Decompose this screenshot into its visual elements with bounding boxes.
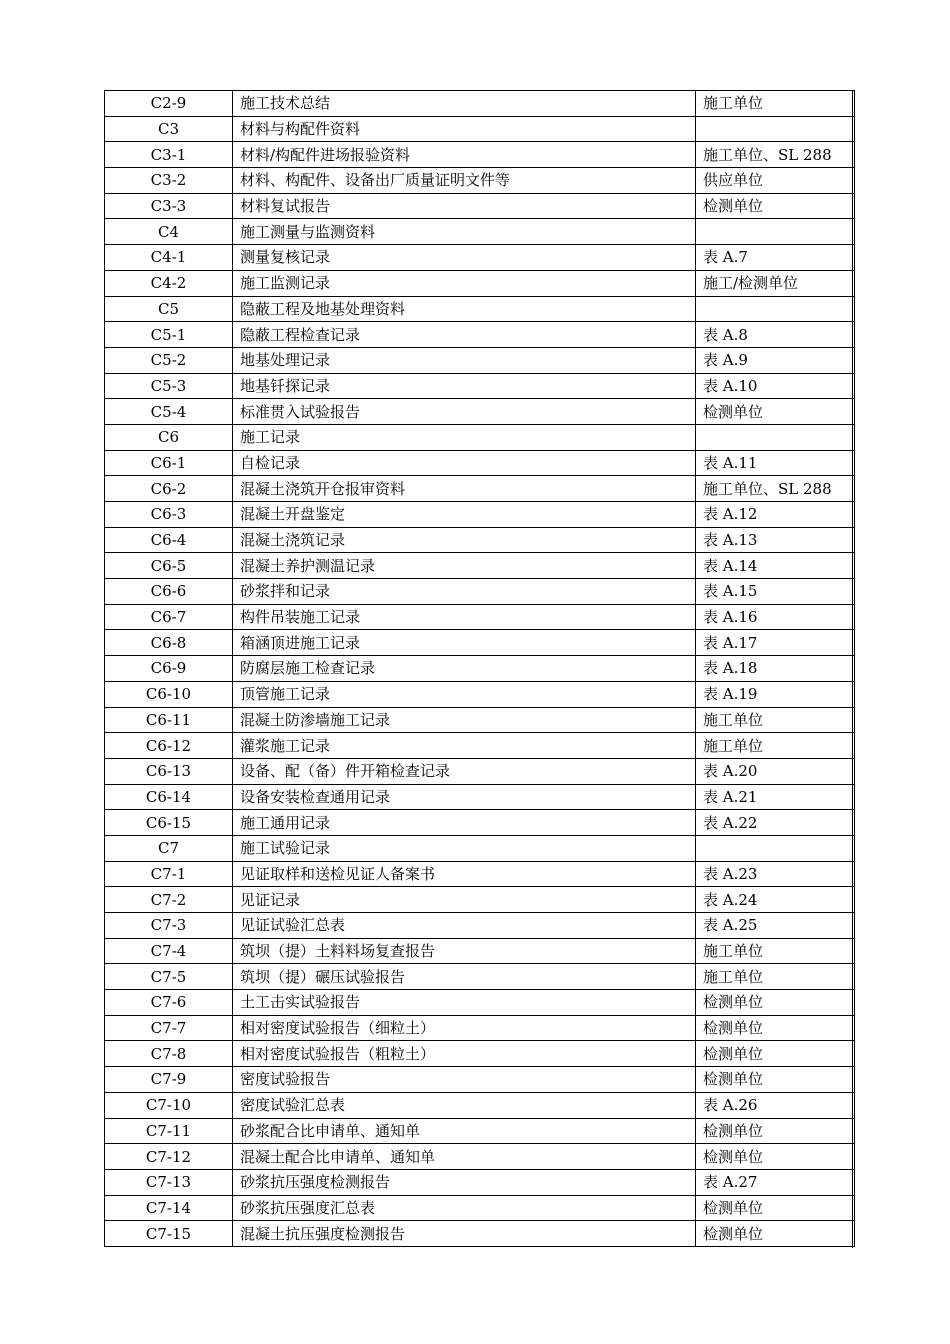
name-cell: 材料/构配件进场报验资料: [233, 142, 696, 168]
code-cell: C6-4: [105, 527, 233, 553]
name-cell: 灌浆施工记录: [233, 733, 696, 759]
note-cell: 表 A.20: [696, 758, 855, 784]
note-cell: 表 A.9: [696, 347, 855, 373]
name-cell: 施工试验记录: [233, 835, 696, 861]
note-cell: 施工单位、SL 288: [696, 476, 855, 502]
note-cell: 表 A.11: [696, 450, 855, 476]
table-row: [105, 219, 855, 245]
code-cell: C6-3: [105, 502, 233, 528]
name-cell: 混凝土开盘鉴定: [233, 502, 696, 528]
name-cell: 砂浆抗压强度汇总表: [233, 1195, 696, 1221]
name-cell: 施工记录: [233, 424, 696, 450]
note-cell: 表 A.15: [696, 579, 855, 605]
code-cell: C7-9: [105, 1067, 233, 1093]
name-cell: 混凝土养护测温记录: [233, 553, 696, 579]
table-row: [105, 938, 855, 964]
note-cell: 施工单位: [696, 964, 855, 990]
name-cell: 地基钎探记录: [233, 373, 696, 399]
table-row: [105, 193, 855, 219]
table-row: [105, 245, 855, 271]
table-row: [105, 424, 855, 450]
code-cell: C5-3: [105, 373, 233, 399]
name-cell: 砂浆拌和记录: [233, 579, 696, 605]
table-row: [105, 373, 855, 399]
note-cell: 供应单位: [696, 168, 855, 194]
table-row: [105, 1221, 855, 1247]
code-cell: C7-4: [105, 938, 233, 964]
name-cell: 施工技术总结: [233, 91, 696, 117]
code-cell: C6: [105, 424, 233, 450]
code-cell: C7-6: [105, 990, 233, 1016]
table-row: [105, 835, 855, 861]
name-cell: 混凝土配合比申请单、通知单: [233, 1144, 696, 1170]
table-row: [105, 861, 855, 887]
code-cell: C6-1: [105, 450, 233, 476]
name-cell: 自检记录: [233, 450, 696, 476]
name-cell: 箱涵顶进施工记录: [233, 630, 696, 656]
name-cell: 土工击实试验报告: [233, 990, 696, 1016]
table-row: [105, 322, 855, 348]
name-cell: 混凝土浇筑记录: [233, 527, 696, 553]
name-cell: 设备安装检查通用记录: [233, 784, 696, 810]
name-cell: 筑坝（提）土料料场复查报告: [233, 938, 696, 964]
table-row: [105, 527, 855, 553]
table-row: [105, 1041, 855, 1067]
name-cell: 标准贯入试验报告: [233, 399, 696, 425]
table-row: [105, 964, 855, 990]
note-cell: [696, 424, 855, 450]
code-cell: C6-12: [105, 733, 233, 759]
table-row: [105, 270, 855, 296]
note-cell: 施工单位: [696, 938, 855, 964]
note-cell: 施工单位: [696, 91, 855, 117]
table-row: [105, 784, 855, 810]
name-cell: 隐蔽工程及地基处理资料: [233, 296, 696, 322]
table-row: [105, 1144, 855, 1170]
code-cell: C6-11: [105, 707, 233, 733]
note-cell: 检测单位: [696, 1118, 855, 1144]
name-cell: 施工测量与监测资料: [233, 219, 696, 245]
code-cell: C6-10: [105, 681, 233, 707]
note-cell: 表 A.18: [696, 656, 855, 682]
name-cell: 材料、构配件、设备出厂质量证明文件等: [233, 168, 696, 194]
code-cell: C3-1: [105, 142, 233, 168]
note-cell: 表 A.22: [696, 810, 855, 836]
note-cell: 表 A.21: [696, 784, 855, 810]
table-row: [105, 91, 855, 117]
note-cell: 表 A.24: [696, 887, 855, 913]
name-cell: 隐蔽工程检查记录: [233, 322, 696, 348]
code-cell: C6-15: [105, 810, 233, 836]
code-cell: C7-11: [105, 1118, 233, 1144]
code-cell: C7-2: [105, 887, 233, 913]
code-cell: C7-3: [105, 913, 233, 939]
name-cell: 见证记录: [233, 887, 696, 913]
name-cell: 砂浆配合比申请单、通知单: [233, 1118, 696, 1144]
table-row: [105, 1092, 855, 1118]
name-cell: 材料复试报告: [233, 193, 696, 219]
note-cell: 表 A.17: [696, 630, 855, 656]
table-row: [105, 681, 855, 707]
note-cell: 检测单位: [696, 990, 855, 1016]
name-cell: 材料与构配件资料: [233, 116, 696, 142]
note-cell: 施工单位: [696, 707, 855, 733]
name-cell: 筑坝（提）碾压试验报告: [233, 964, 696, 990]
code-cell: C3-3: [105, 193, 233, 219]
note-cell: 表 A.7: [696, 245, 855, 271]
table-row: [105, 1118, 855, 1144]
table-row: [105, 1169, 855, 1195]
code-cell: C4-1: [105, 245, 233, 271]
code-cell: C4-2: [105, 270, 233, 296]
table-row: [105, 347, 855, 373]
note-cell: 检测单位: [696, 1221, 855, 1247]
note-cell: 表 A.14: [696, 553, 855, 579]
code-cell: C7-1: [105, 861, 233, 887]
table-row: [105, 168, 855, 194]
note-cell: 表 A.23: [696, 861, 855, 887]
table-row: [105, 450, 855, 476]
name-cell: 构件吊装施工记录: [233, 604, 696, 630]
note-cell: 表 A.25: [696, 913, 855, 939]
note-cell: 施工单位、SL 288: [696, 142, 855, 168]
note-cell: 施工单位: [696, 733, 855, 759]
code-cell: C6-14: [105, 784, 233, 810]
table-row: [105, 887, 855, 913]
code-cell: C6-5: [105, 553, 233, 579]
code-cell: C7: [105, 835, 233, 861]
note-cell: 检测单位: [696, 1015, 855, 1041]
code-cell: C5-2: [105, 347, 233, 373]
code-cell: C5: [105, 296, 233, 322]
name-cell: 密度试验报告: [233, 1067, 696, 1093]
code-cell: C3: [105, 116, 233, 142]
table-row: [105, 116, 855, 142]
name-cell: 见证取样和送检见证人备案书: [233, 861, 696, 887]
table-row: [105, 1195, 855, 1221]
name-cell: 相对密度试验报告（粗粒土）: [233, 1041, 696, 1067]
table-row: [105, 399, 855, 425]
code-cell: C6-7: [105, 604, 233, 630]
note-cell: 检测单位: [696, 1195, 855, 1221]
code-cell: C6-8: [105, 630, 233, 656]
note-cell: 表 A.16: [696, 604, 855, 630]
name-cell: 砂浆抗压强度检测报告: [233, 1169, 696, 1195]
code-cell: C7-14: [105, 1195, 233, 1221]
table-row: [105, 1067, 855, 1093]
note-cell: 表 A.12: [696, 502, 855, 528]
table-row: [105, 733, 855, 759]
table-row: [105, 707, 855, 733]
note-cell: 检测单位: [696, 399, 855, 425]
right-border-rule: [852, 90, 853, 1248]
code-cell: C5-4: [105, 399, 233, 425]
code-cell: C6-13: [105, 758, 233, 784]
code-cell: C3-2: [105, 168, 233, 194]
table-row: [105, 579, 855, 605]
code-cell: C7-8: [105, 1041, 233, 1067]
note-cell: 表 A.26: [696, 1092, 855, 1118]
note-cell: 检测单位: [696, 1067, 855, 1093]
table-row: [105, 656, 855, 682]
table-row: [105, 142, 855, 168]
note-cell: 检测单位: [696, 1041, 855, 1067]
code-cell: C7-12: [105, 1144, 233, 1170]
table-row: [105, 476, 855, 502]
name-cell: 相对密度试验报告（细粒土）: [233, 1015, 696, 1041]
table-row: [105, 913, 855, 939]
name-cell: 测量复核记录: [233, 245, 696, 271]
name-cell: 密度试验汇总表: [233, 1092, 696, 1118]
table-row: [105, 990, 855, 1016]
code-cell: C4: [105, 219, 233, 245]
code-cell: C6-6: [105, 579, 233, 605]
note-cell: 检测单位: [696, 1144, 855, 1170]
name-cell: 施工监测记录: [233, 270, 696, 296]
name-cell: 设备、配（备）件开箱检查记录: [233, 758, 696, 784]
code-cell: C7-13: [105, 1169, 233, 1195]
note-cell: 表 A.8: [696, 322, 855, 348]
code-cell: C7-15: [105, 1221, 233, 1247]
table-row: [105, 604, 855, 630]
name-cell: 见证试验汇总表: [233, 913, 696, 939]
name-cell: 混凝土浇筑开仓报审资料: [233, 476, 696, 502]
name-cell: 防腐层施工检查记录: [233, 656, 696, 682]
note-cell: [696, 116, 855, 142]
note-cell: [696, 296, 855, 322]
code-cell: C7-7: [105, 1015, 233, 1041]
code-cell: C7-5: [105, 964, 233, 990]
note-cell: [696, 835, 855, 861]
code-cell: C6-9: [105, 656, 233, 682]
code-cell: C6-2: [105, 476, 233, 502]
table-row: [105, 553, 855, 579]
note-cell: 施工/检测单位: [696, 270, 855, 296]
note-cell: 表 A.27: [696, 1169, 855, 1195]
note-cell: 检测单位: [696, 193, 855, 219]
table-row: [105, 630, 855, 656]
name-cell: 顶管施工记录: [233, 681, 696, 707]
note-cell: 表 A.19: [696, 681, 855, 707]
table-row: [105, 502, 855, 528]
name-cell: 混凝土防渗墙施工记录: [233, 707, 696, 733]
name-cell: 地基处理记录: [233, 347, 696, 373]
table-row: [105, 296, 855, 322]
name-cell: 混凝土抗压强度检测报告: [233, 1221, 696, 1247]
note-cell: [696, 219, 855, 245]
code-cell: C2-9: [105, 91, 233, 117]
table-row: [105, 810, 855, 836]
note-cell: 表 A.10: [696, 373, 855, 399]
table-row: [105, 1015, 855, 1041]
code-cell: C5-1: [105, 322, 233, 348]
archive-document-table: [104, 90, 855, 1247]
table-body: [105, 91, 855, 1247]
name-cell: 施工通用记录: [233, 810, 696, 836]
note-cell: 表 A.13: [696, 527, 855, 553]
table-row: [105, 758, 855, 784]
code-cell: C7-10: [105, 1092, 233, 1118]
